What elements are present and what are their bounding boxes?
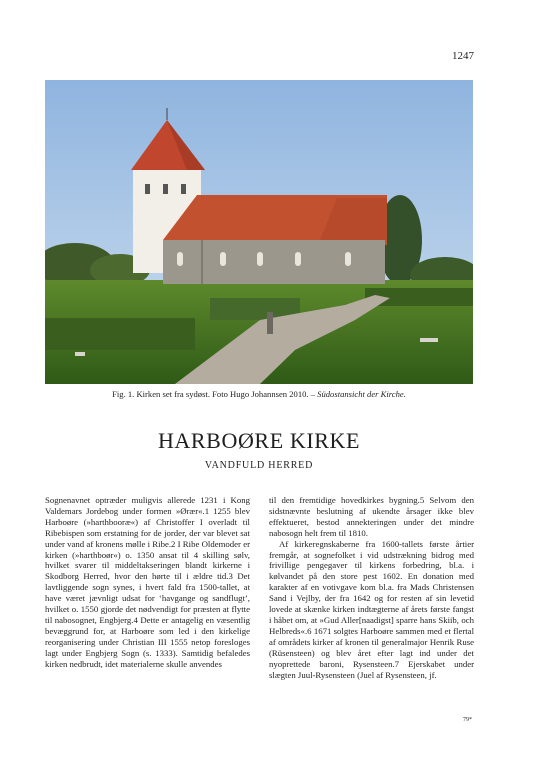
church-photo: [45, 80, 473, 384]
caption-italic: Südostansicht der Kirche.: [317, 389, 406, 399]
page-subtitle: VANDFULD HERRED: [204, 460, 314, 471]
text-column-left: [45, 495, 250, 670]
paragraph: Af kirkeregnskaberne fra 1600-tallets første årtier fremgår, at sognefolket i vid udstrækning bidrog med frivillige pengegaver til kirkens forbedring, bl.a. i kølvandet på den store pest 1602. En donation med karakter af en votivgave kom bl.a. fra Mads Christensen Sand i Vejlby, der fra 1642 og for resten af sin levetid lovede at skænke kirken indtægterne af årets første fangst i håbet om, at »Gud Aller[naadigst] sparre hans Skiib, och Helbreds«.6 1671 solgtes Harboøre sammen med et flertal af områdets kirker af kronen til generalmajor Henrik Ruse (Rüsensteen) og blev året efter lagt ind under det nyoprettede baroni, Rysensteen.7 Ejerskabet under slægten Juul-Rysensteen (Juel af Rysensteen, jf.: [269, 538, 474, 680]
page-number: 1247: [452, 50, 474, 62]
caption-main: Fig. 1. Kirken set fra sydøst. Foto Hugo Johannsen 2010. –: [112, 389, 318, 399]
footer-mark: 79*: [463, 717, 472, 723]
paragraph: til den fremtidige hovedkirkes bygning.5 Selvom den sidstnævnte beslutning af ukendte årsager ikke blev effektueret, bestod annekteringen under det mindre nabosogn helt frem til 1810.: [269, 495, 474, 538]
paragraph: Sognenavnet optræder muligvis allerede 1231 i Kong Valdemars Jordebog under formen »Ørær«.1 1255 blev Harboøre (»harthbooræ«) af Christoffer I overladt til Ribebispen som erstatning for de jorder, der var blevet sat under vand af kronens mølle i Ribe.2 I Ribe Oldemoder er kirken (»harthboør«) o. 1350 ansat til 4 skilling sølv, hvilket svarer til middeltakseringen blandt kirkerne i Skodborg Herred, hvor den hørte til i ældre tid.3 Det lavtliggende sogn synes, i hvert fald fra 1500-tallet, at have været jævnligt udsat for ‘havgange og sandflugt’, hvilket o. 1550 gjorde det nødvendigt for præsten at flytte til nabosognet, Engbjerg.4 Dette er antagelig en væsentlig bevæggrund for, at Harboøre som led i den kirkelige reorganisering under Christian III 1555 netop foresloges lagt under Engbjerg Sogn (s. 1333). Samtidig befaledes kirken nedbrudt, idet materialerne skulle anvendes: [45, 495, 250, 669]
photo-caption: [45, 389, 473, 399]
text-column-right: [269, 495, 474, 680]
church-nave: [163, 240, 385, 284]
page-title: HARBOØRE KIRKE: [157, 428, 361, 453]
